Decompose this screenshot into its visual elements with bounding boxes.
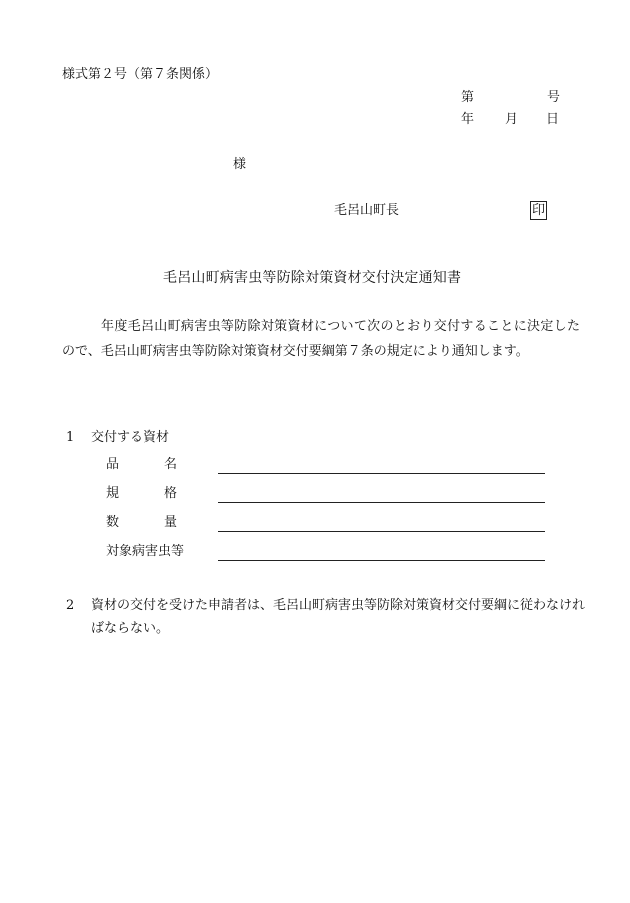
section-2-number: 2	[66, 598, 75, 613]
date-day-label: 日	[546, 112, 560, 127]
material-row-underline	[218, 502, 545, 503]
section-2-text: 資材の交付を受けた申請者は、毛呂山町病害虫等防除対策資材交付要綱に従わなければならない。	[91, 598, 586, 636]
date-year-label: 年	[461, 112, 475, 127]
document-number-suffix: 号	[547, 90, 561, 105]
document-title: 毛呂山町病害虫等防除対策資材交付決定通知書	[163, 270, 462, 286]
material-row-underline	[218, 531, 545, 532]
material-row-label: 品 名	[106, 457, 178, 472]
section-2	[66, 594, 586, 640]
form-number: 様式第２号（第７条関係）	[62, 67, 219, 82]
document-number-label: 第	[461, 90, 475, 105]
date-month-label: 月	[505, 112, 519, 127]
section-1-number: 1	[66, 430, 75, 445]
material-row-label: 数 量	[106, 515, 178, 530]
section-1-heading	[66, 431, 169, 444]
recipient-honorific: 様	[233, 157, 247, 172]
material-row-underline	[218, 473, 545, 474]
material-row-label: 規 格	[106, 486, 178, 501]
seal-mark: 印	[532, 203, 546, 218]
material-row-label: 対象病害虫等	[106, 544, 185, 559]
notification-body: 年度毛呂山町病害虫等防除対策資材について次のとおり交付することに決定したので、毛呂山町病害虫等防除対策資材交付要綱第７条の規定により通知します。	[62, 319, 580, 359]
material-row-underline	[218, 560, 545, 561]
section-1-title: 交付する資材	[91, 430, 170, 445]
issuer-title: 毛呂山町長	[334, 203, 400, 218]
